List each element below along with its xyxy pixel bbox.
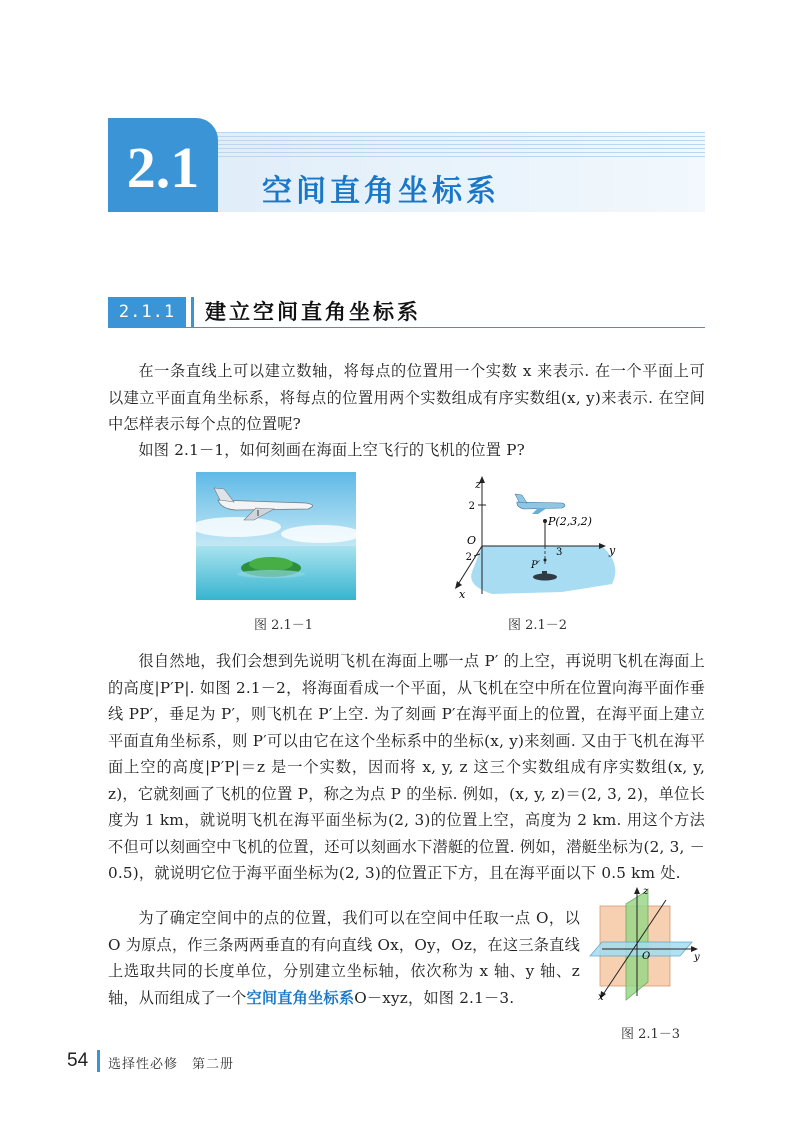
footer-divider: [97, 1050, 100, 1072]
airplane-icon: [515, 494, 565, 514]
figure3-caption: 图 2.1－3: [621, 1027, 681, 1042]
figure-coordinate-diagram: [452, 474, 627, 606]
section-header-stripes: [216, 132, 705, 158]
sea-plane: [471, 546, 615, 594]
axis-y-label: y: [609, 544, 616, 557]
fig3-axis-x-label: x: [598, 992, 604, 1003]
section-title: 空间直角坐标系: [262, 174, 500, 209]
final-paragraph-text: 为了确定空间中的点的位置，我们可以在空间中任取一点 O，以 O 为原点，作三条两两垂直的有向直线 Ox，Oy，Oz，在这三条直线上选取共同的长度单位，分别建立坐标轴，依次称为 x 轴、y 轴、z 轴，从而组成了一个: [108, 909, 580, 1007]
tick-z-label: 2: [468, 501, 475, 512]
tick-y-label: 3: [556, 547, 563, 558]
question-paragraph: 如图 2.1－1，如何刻画在海面上空飞行的飞机的位置 P?: [138, 441, 525, 459]
section-number: 2.1: [126, 135, 200, 200]
intro-paragraph: 在一条直线上可以建立数轴，将每点的位置用一个实数 x 来表示. 在一个平面上可以建立平面直角坐标系，将每点的位置用两个实数组成有序实数组(x, y)来表示. 在空间中怎样表示每个点的位置呢?: [108, 362, 705, 433]
tick-x-label: 2: [465, 552, 472, 563]
figure-orthogonal-planes: [588, 884, 708, 1006]
subsection-underline: [108, 327, 705, 328]
term-highlight: 空间直角坐标系: [246, 988, 355, 1007]
fig3-origin-label: O: [642, 951, 651, 962]
fig3-axis-y-label: y: [694, 952, 700, 963]
fig3-axis-z-label: z: [643, 886, 649, 897]
book-title: 选择性必修 第二册: [108, 1057, 235, 1072]
subsection-divider: [191, 297, 194, 327]
page-number: 54: [67, 1050, 89, 1071]
final-paragraph-end: O－xyz，如图 2.1－3.: [354, 988, 515, 1007]
final-paragraph: [108, 905, 580, 1011]
figure2-caption: 图 2.1－2: [508, 618, 568, 633]
point-p-label: P(2,3,2): [548, 515, 592, 528]
figure1-caption: 图 2.1－1: [254, 618, 314, 633]
axis-x-label: x: [459, 588, 466, 601]
origin-label: O: [466, 534, 476, 547]
subsection-title: 建立空间直角坐标系: [205, 300, 421, 324]
axis-z-label: z: [475, 478, 481, 491]
point-p-prime-label: P′: [531, 560, 540, 571]
figure-airplane-photo: [196, 472, 356, 600]
subsection-number: 2.1.1: [118, 302, 176, 322]
body-paragraph: 很自然地，我们会想到先说明飞机在海面上哪一点 P′ 的上空，再说明飞机在海面上的高度|P′P|. 如图 2.1－2，将海面看成一个平面，从飞机在空中所在位置向海平面作垂线 PP′，垂足为 P′，则飞机在 P′上空. 为了刻画 P′在海平面上的位置，在海平面上建立平面直角坐标系，则 P′可以由它在这个坐标系中的坐标(x, y)来刻画. 又由于飞机在海平面上空的高度|P′P|＝z 是一个实数，因而将 x, y, z 这三个实数组成有序实数组(x, y, z)，它就刻画了飞机的位置 P，称之为点 P 的坐标. 例如，(x, y, z)＝(2, 3, 2)，单位长度为 1 km，就说明飞机在海平面坐标为(2, 3)的位置上空，高度为 2 km. 用这个方法不但可以刻画空中飞机的位置，还可以刻画水下潜艇的位置. 例如，潜艇坐标为(2, 3, －0.5)，就说明它位于海平面坐标为(2, 3)的位置正下方，且在海平面以下 0.5 km 处.: [108, 652, 705, 882]
